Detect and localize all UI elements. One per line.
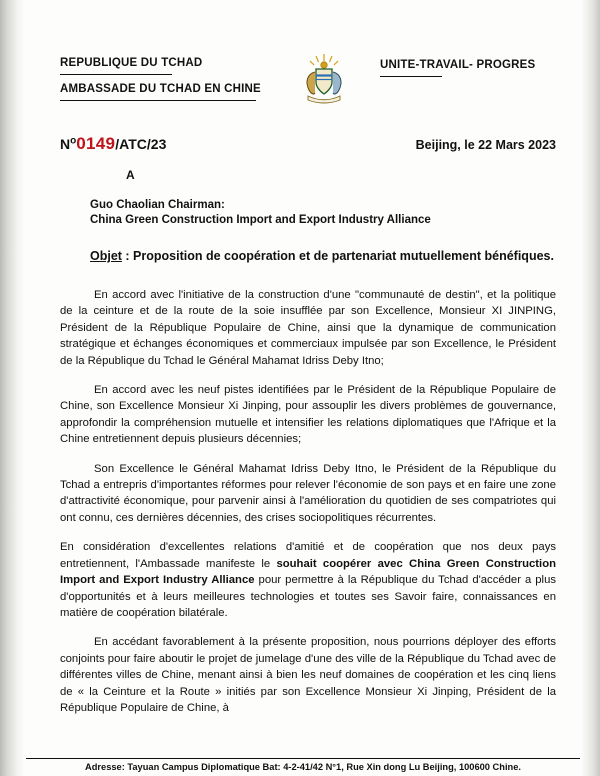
addressee-name: Guo Chaolian Chairman: <box>90 199 225 211</box>
reference-superscript: o <box>70 135 77 147</box>
addressee-block <box>90 198 556 228</box>
letter-body <box>60 287 556 716</box>
country-name: REPUBLIQUE DU TCHAD <box>60 57 203 69</box>
reference-number <box>60 134 166 154</box>
body-paragraph-highlighted <box>60 539 556 621</box>
reference-prefix: N <box>60 136 71 152</box>
reference-digits: 0149 <box>76 134 116 153</box>
document-content <box>60 56 556 729</box>
paragraph-lead: En considération d'excellentes relations d'amitié et de coopération que nos deux pays entretiennent, l'Ambassade manifeste le <box>60 541 556 570</box>
letterhead-right <box>380 56 556 84</box>
subject-text: : Proposition de coopération et de partenariat mutuellement bénéfiques. <box>121 249 554 263</box>
body-paragraph: En accédant favorablement à la présente proposition, nous pourrions déployer des efforts conjoints pour faire aboutir le projet de jumelage d'une des ville de la République du Tchad avec de différentes villes de Chine, menant ainsi à bien les neuf domaines de coopération et les cinq liens de « la Ceinture et la Route » initiés par son Excellence Monsieur Xi Jinping, Président de la République Populaire de Chine, à <box>60 636 556 714</box>
body-paragraph: En accord avec les neuf pistes identifiées par le Président de la République Populaire de Chine, son Excellence Monsieur Xi Jinping, pour assouplir les divers problèmes de gouvernance, approfondir la compréhension mutuelle et intensifier les relations diplomatiques que l'Afrique et la Chine entretiennent depuis plusieurs décennies; <box>60 384 556 446</box>
letterhead <box>60 56 556 108</box>
divider-right <box>380 76 442 77</box>
letterhead-left <box>60 56 268 108</box>
place-and-date: Beijing, le 22 Mars 2023 <box>415 138 556 152</box>
addressee-organization: China Green Construction Import and Export Industry Alliance <box>90 214 431 226</box>
body-paragraph: Son Excellence le Général Mahamat Idriss Deby Itno, le Président de la République du Tchad a entrepris d'importantes réformes pour relever l'économie de son pays et en faire une zone d'attractivité économique, pour parvenir ainsi à l'amélioration du quotidien de ses compatriotes qui ont connu, ces dernières décennies, des crises sociopolitiques récurrentes. <box>60 462 556 524</box>
body-paragraph: En accord avec l'initiative de la construction d'une "communauté de destin", et la politique de la ceinture et de la route de la soie insufflée par son Excellence, Monsieur XI JINPING, Président de la République Populaire de Chine, ainsi que la dynamique de communication stratégique et échanges économiques et commerciaux impulsée par son Excellence, le Président de la République du Tchad le Général Mahamat Idriss Deby Itno; <box>60 289 556 367</box>
page-footer-address: Adresse: Tayuan Campus Diplomatique Bat: 4-2-41/42 N°1, Rue Xin dong Lu Beijing, 100600 Chine. <box>26 758 580 776</box>
motto: UNITE-TRAVAIL- PROGRES <box>380 59 536 71</box>
subject-label: Objet <box>90 249 122 263</box>
paragraph-tail: pour permettre à la République du Tchad d'accéder a plus d'opportunités et à leurs meilleures technologies et toutes ses Savoir faire, connaissances en matière de coopération bilatérale. <box>60 574 556 619</box>
reference-suffix: /ATC/23 <box>115 136 167 152</box>
chad-coat-of-arms-icon <box>296 52 352 106</box>
divider-left-1 <box>60 74 172 75</box>
reference-row <box>60 134 556 154</box>
subject-line <box>90 248 556 265</box>
embassy-name: AMBASSADE DU TCHAD EN CHINE <box>60 83 261 95</box>
divider-left-2 <box>60 100 256 101</box>
to-label: A <box>126 168 135 182</box>
partner-organization-emphasis: souhait coopérer avec China Green Construction Import and Export Industry Alliance <box>60 557 556 587</box>
